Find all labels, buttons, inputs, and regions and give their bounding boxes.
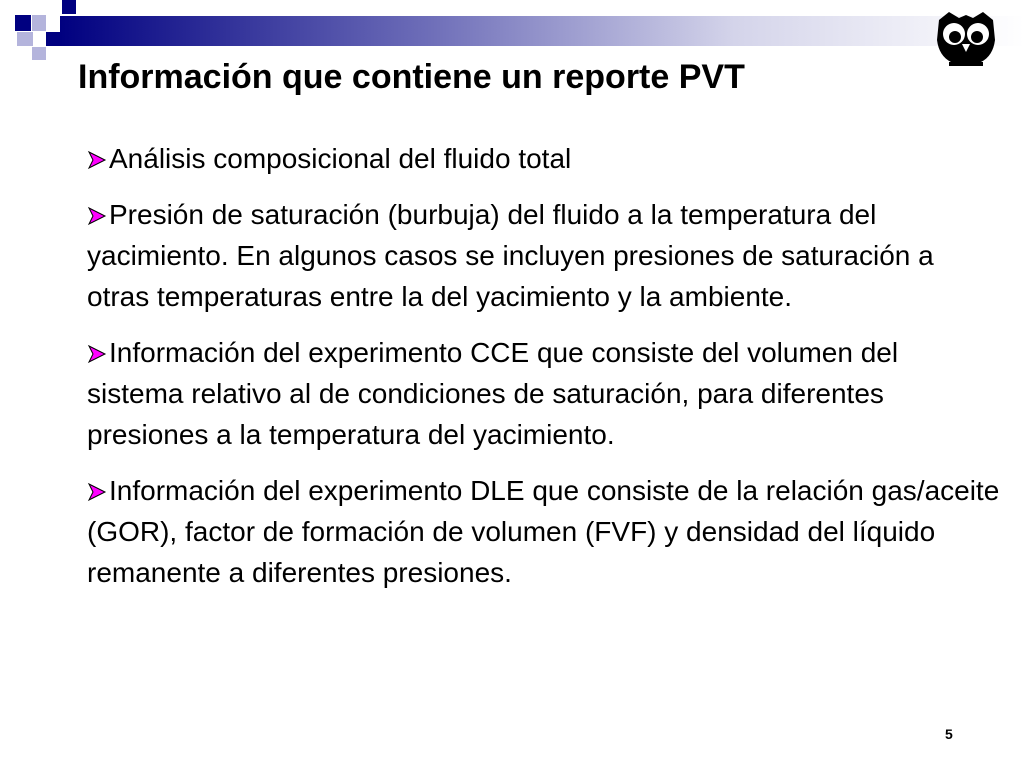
bullet-item [87,470,1002,593]
slide-title: Información que contiene un reporte PVT [78,58,745,96]
arrow-bullet-icon [87,480,109,500]
decorative-square [15,15,31,31]
arrow-bullet-icon [87,148,109,168]
bullet-text: Presión de saturación (burbuja) del fluido a la temperatura del yacimiento. En algunos casos se incluyen presiones de saturación a otras temperaturas entre la del yacimiento y la ambiente. [87,199,934,312]
decorative-square [32,15,46,31]
owl-logo-icon [935,10,997,66]
bullet-text: Información del experimento CCE que consiste del volumen del sistema relativo al de condiciones de saturación, para diferentes presiones a la temperatura del yacimiento. [87,337,899,450]
bullet-list [87,138,1002,608]
decorative-square [62,0,76,14]
bullet-item [87,332,1002,455]
decorative-square [46,32,60,46]
arrow-bullet-icon [87,204,109,224]
arrow-bullet-icon [87,342,109,362]
decorative-square [17,32,33,46]
bullet-text: Información del experimento DLE que consiste de la relación gas/aceite (GOR), factor de formación de volumen (FVF) y densidad del líquido remanente a diferentes presiones. [87,475,1000,588]
decorative-square [32,47,46,60]
header-gradient-band [60,16,1024,46]
bullet-item [87,138,1002,179]
bullet-text: Análisis composicional del fluido total [109,143,572,174]
page-number: 5 [945,726,953,742]
bullet-item [87,194,1002,317]
